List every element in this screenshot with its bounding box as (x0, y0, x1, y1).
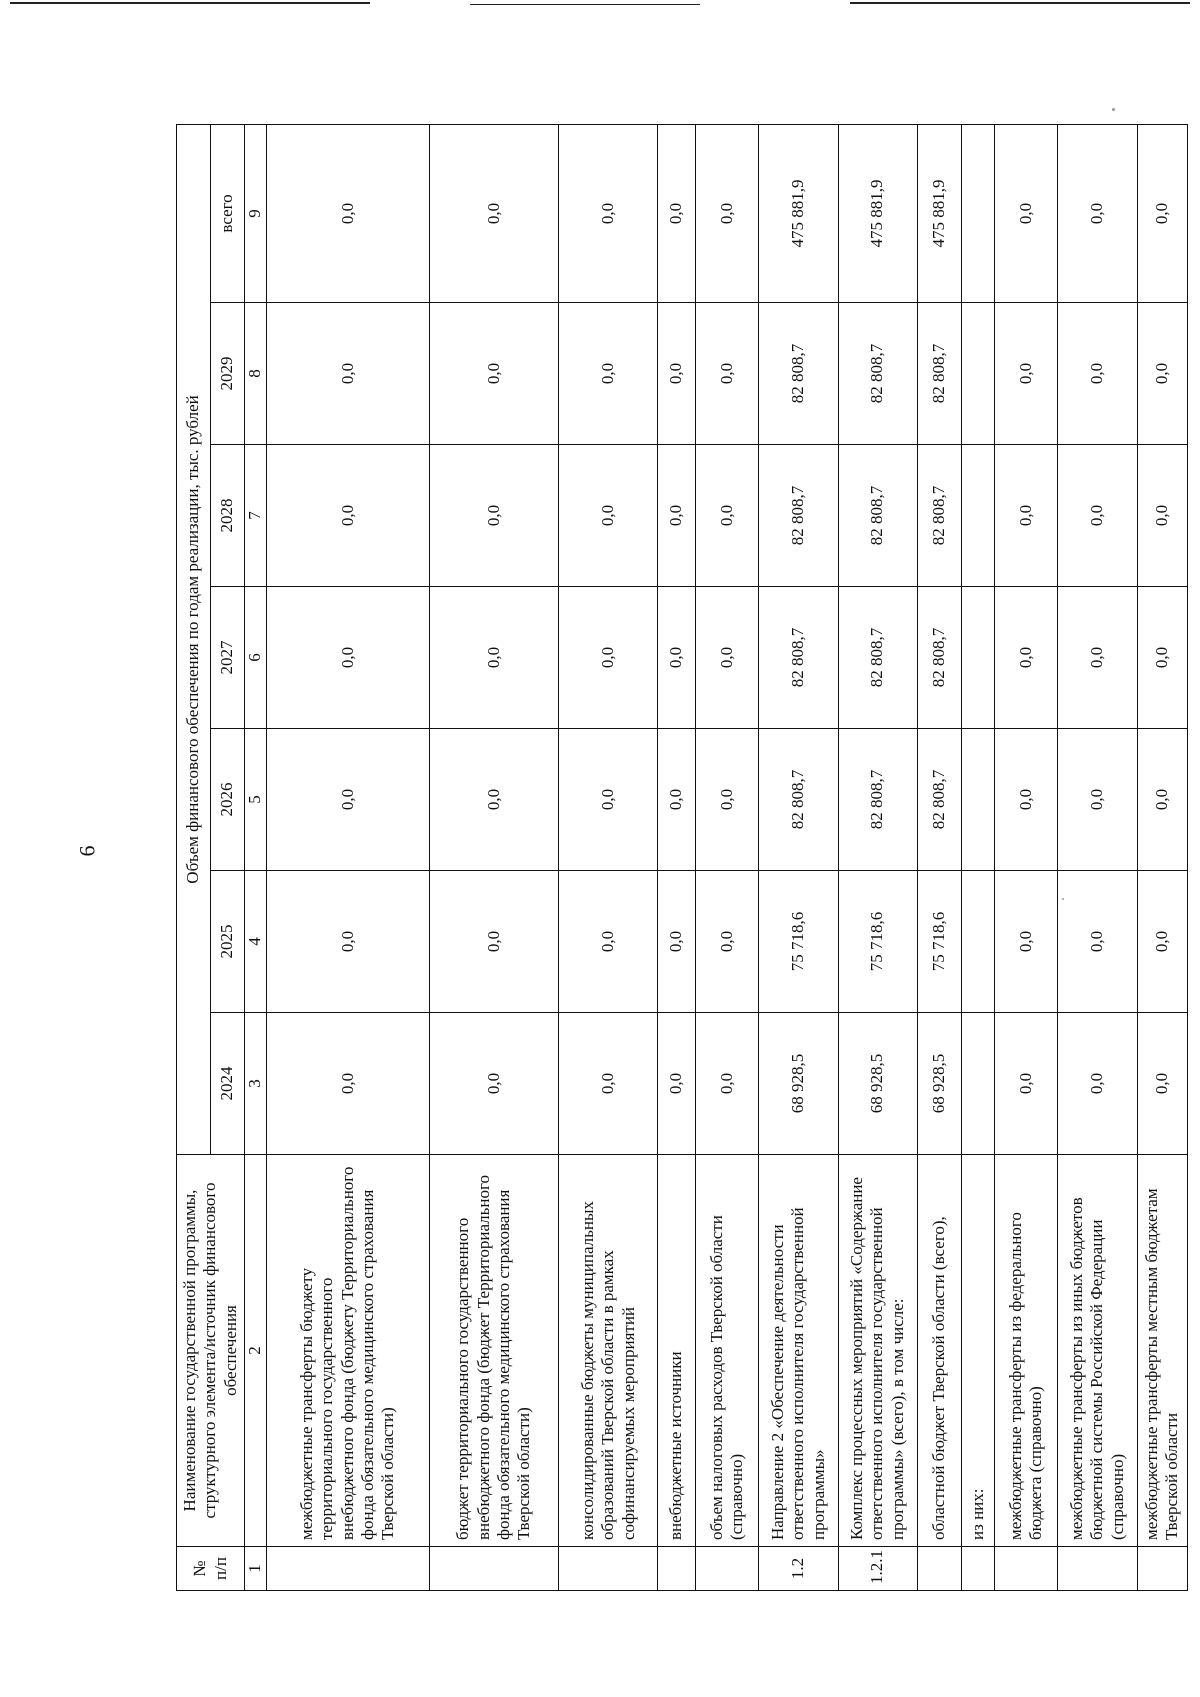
table-row (1137, 124, 1187, 1590)
column-number: 8 (245, 303, 267, 445)
table-row (695, 124, 759, 1590)
row-value: 0,0 (695, 871, 759, 1013)
table-row (267, 124, 430, 1590)
row-number (559, 1547, 658, 1591)
row-value: 75 718,6 (759, 871, 838, 1013)
row-value: 0,0 (267, 871, 430, 1013)
row-name: межбюджетные трансферты бюджету территориального государственного внебюджетного фонда (бюджету Территориального фонда обязательного медицинского страхования Тверской области) (267, 1155, 430, 1547)
row-value: 0,0 (658, 587, 695, 729)
table-row (917, 124, 961, 1590)
row-number: 1.2.1 (838, 1547, 917, 1591)
table-row (838, 124, 917, 1590)
header-year: 2029 (211, 303, 245, 445)
row-value: 0,0 (1137, 871, 1187, 1013)
row-number (429, 1547, 559, 1591)
row-value: 0,0 (559, 303, 658, 445)
table-row (1058, 124, 1137, 1590)
row-value: 0,0 (1137, 1013, 1187, 1155)
header-year: 2024 (211, 1013, 245, 1155)
row-value: 0,0 (695, 1013, 759, 1155)
column-number: 3 (245, 1013, 267, 1155)
financing-table (176, 124, 1188, 1591)
header-year: 2026 (211, 729, 245, 871)
row-value: 0,0 (658, 445, 695, 587)
table-row (961, 124, 994, 1590)
column-number: 7 (245, 445, 267, 587)
row-value: 0,0 (658, 729, 695, 871)
row-value: 0,0 (1058, 587, 1137, 729)
row-name: межбюджетные трансферты местным бюджетам Тверской области (1137, 1155, 1187, 1547)
row-value: 82 808,7 (917, 303, 961, 445)
table-row (559, 124, 658, 1590)
row-value: 82 808,7 (917, 587, 961, 729)
row-value: 0,0 (429, 729, 559, 871)
row-value (961, 1013, 994, 1155)
row-value: 0,0 (994, 587, 1058, 729)
row-value: 0,0 (267, 445, 430, 587)
row-value: 82 808,7 (917, 445, 961, 587)
row-value: 82 808,7 (917, 729, 961, 871)
row-value: 82 808,7 (759, 729, 838, 871)
column-number: 2 (245, 1155, 267, 1547)
row-value: 82 808,7 (838, 587, 917, 729)
row-value: 0,0 (994, 871, 1058, 1013)
row-value: 0,0 (994, 303, 1058, 445)
column-number: 1 (245, 1547, 267, 1591)
row-name: из них: (961, 1155, 994, 1547)
row-value: 0,0 (267, 587, 430, 729)
row-value (961, 303, 994, 445)
row-value: 0,0 (658, 1013, 695, 1155)
row-value: 0,0 (559, 445, 658, 587)
row-value: 0,0 (994, 729, 1058, 871)
row-value: 75 718,6 (917, 871, 961, 1013)
row-value: 68 928,5 (917, 1013, 961, 1155)
row-value: 0,0 (267, 1013, 430, 1155)
column-number: 9 (245, 124, 267, 302)
table-row (759, 124, 838, 1590)
row-value: 0,0 (1058, 124, 1137, 302)
row-value: 0,0 (1058, 1013, 1137, 1155)
table-row (429, 124, 559, 1590)
row-value: 0,0 (559, 729, 658, 871)
row-value: 0,0 (1137, 729, 1187, 871)
row-name: межбюджетные трансферты из иных бюджетов бюджетной системы Российской Федерации (справочно) (1058, 1155, 1137, 1547)
row-value: 0,0 (1137, 303, 1187, 445)
header-no: № п/п (177, 1547, 245, 1591)
row-value: 0,0 (429, 445, 559, 587)
row-value: 0,0 (1058, 871, 1137, 1013)
row-name: объем налоговых расходов Тверской области (справочно) (695, 1155, 759, 1547)
row-name: бюджет территориального государственного внебюджетного фонда (бюджет Территориального фонда обязательного медицинского страхования Тверской области) (429, 1155, 559, 1547)
row-value: 0,0 (695, 587, 759, 729)
row-value: 475 881,9 (759, 124, 838, 302)
row-value: 0,0 (559, 1013, 658, 1155)
row-value: 0,0 (429, 587, 559, 729)
row-value: 0,0 (559, 871, 658, 1013)
row-number (658, 1547, 695, 1591)
header-name: Наименование государственной программы, структурного элемента/источник финансового обеспечения (177, 1155, 245, 1547)
row-value (961, 587, 994, 729)
row-value: 0,0 (994, 124, 1058, 302)
row-value: 0,0 (994, 445, 1058, 587)
row-value: 0,0 (695, 445, 759, 587)
row-value: 0,0 (695, 729, 759, 871)
row-value: 82 808,7 (838, 445, 917, 587)
scan-speck (1112, 108, 1115, 111)
row-value: 0,0 (559, 587, 658, 729)
row-name: Комплекс процессных мероприятий «Содержание ответственного исполнителя государственной программы» (всего), в том числе: (838, 1155, 917, 1547)
row-number (961, 1547, 994, 1591)
row-value: 0,0 (429, 124, 559, 302)
table-row (658, 124, 695, 1590)
row-number (1058, 1547, 1137, 1591)
row-value: 75 718,6 (838, 871, 917, 1013)
row-name: Направление 2 «Обеспечение деятельности ответственного исполнителя государственной программы» (759, 1155, 838, 1547)
column-number: 5 (245, 729, 267, 871)
row-number (994, 1547, 1058, 1591)
rotated-table-area (176, 125, 1188, 1591)
row-value: 0,0 (658, 124, 695, 302)
row-value: 0,0 (658, 303, 695, 445)
row-value: 0,0 (1137, 445, 1187, 587)
row-value: 475 881,9 (917, 124, 961, 302)
scan-top-edge (0, 0, 1200, 8)
row-value (961, 729, 994, 871)
page-number: 6 (74, 845, 100, 857)
row-value: 82 808,7 (759, 303, 838, 445)
row-value: 0,0 (267, 729, 430, 871)
row-value: 82 808,7 (759, 587, 838, 729)
row-number (917, 1547, 961, 1591)
row-value: 0,0 (1137, 124, 1187, 302)
row-value: 0,0 (559, 124, 658, 302)
row-value (961, 871, 994, 1013)
row-number (695, 1547, 759, 1591)
row-value: 0,0 (1058, 729, 1137, 871)
row-number (1137, 1547, 1187, 1591)
row-name: консолидированные бюджеты муниципальных образований Тверской области в рамках софинансируемых мероприятий (559, 1155, 658, 1547)
row-value: 0,0 (994, 1013, 1058, 1155)
row-number: 1.2 (759, 1547, 838, 1591)
row-value: 0,0 (1137, 587, 1187, 729)
row-value: 68 928,5 (838, 1013, 917, 1155)
header-year: 2027 (211, 587, 245, 729)
row-value: 82 808,7 (838, 729, 917, 871)
column-number: 6 (245, 587, 267, 729)
row-value: 82 808,7 (838, 303, 917, 445)
row-value: 0,0 (267, 124, 430, 302)
row-value: 0,0 (695, 124, 759, 302)
row-number (267, 1547, 430, 1591)
row-value: 68 928,5 (759, 1013, 838, 1155)
row-value: 82 808,7 (759, 445, 838, 587)
header-volume: Объем финансового обеспечения по годам реализации, тыс. рублей (177, 124, 211, 1154)
row-value: 0,0 (1058, 445, 1137, 587)
row-value: 0,0 (429, 303, 559, 445)
row-value: 475 881,9 (838, 124, 917, 302)
table-row (994, 124, 1058, 1590)
row-value: 0,0 (429, 871, 559, 1013)
header-year: 2028 (211, 445, 245, 587)
row-value: 0,0 (658, 871, 695, 1013)
header-year: 2025 (211, 871, 245, 1013)
row-value: 0,0 (429, 1013, 559, 1155)
row-name: внебюджетные источники (658, 1155, 695, 1547)
row-name: областной бюджет Тверской области (всего), (917, 1155, 961, 1547)
header-year: всего (211, 124, 245, 302)
column-number: 4 (245, 871, 267, 1013)
row-value: 0,0 (267, 303, 430, 445)
row-value: 0,0 (1058, 303, 1137, 445)
row-value (961, 445, 994, 587)
row-value: 0,0 (695, 303, 759, 445)
row-name: межбюджетные трансферты из федерального бюджета (справочно) (994, 1155, 1058, 1547)
row-value (961, 124, 994, 302)
